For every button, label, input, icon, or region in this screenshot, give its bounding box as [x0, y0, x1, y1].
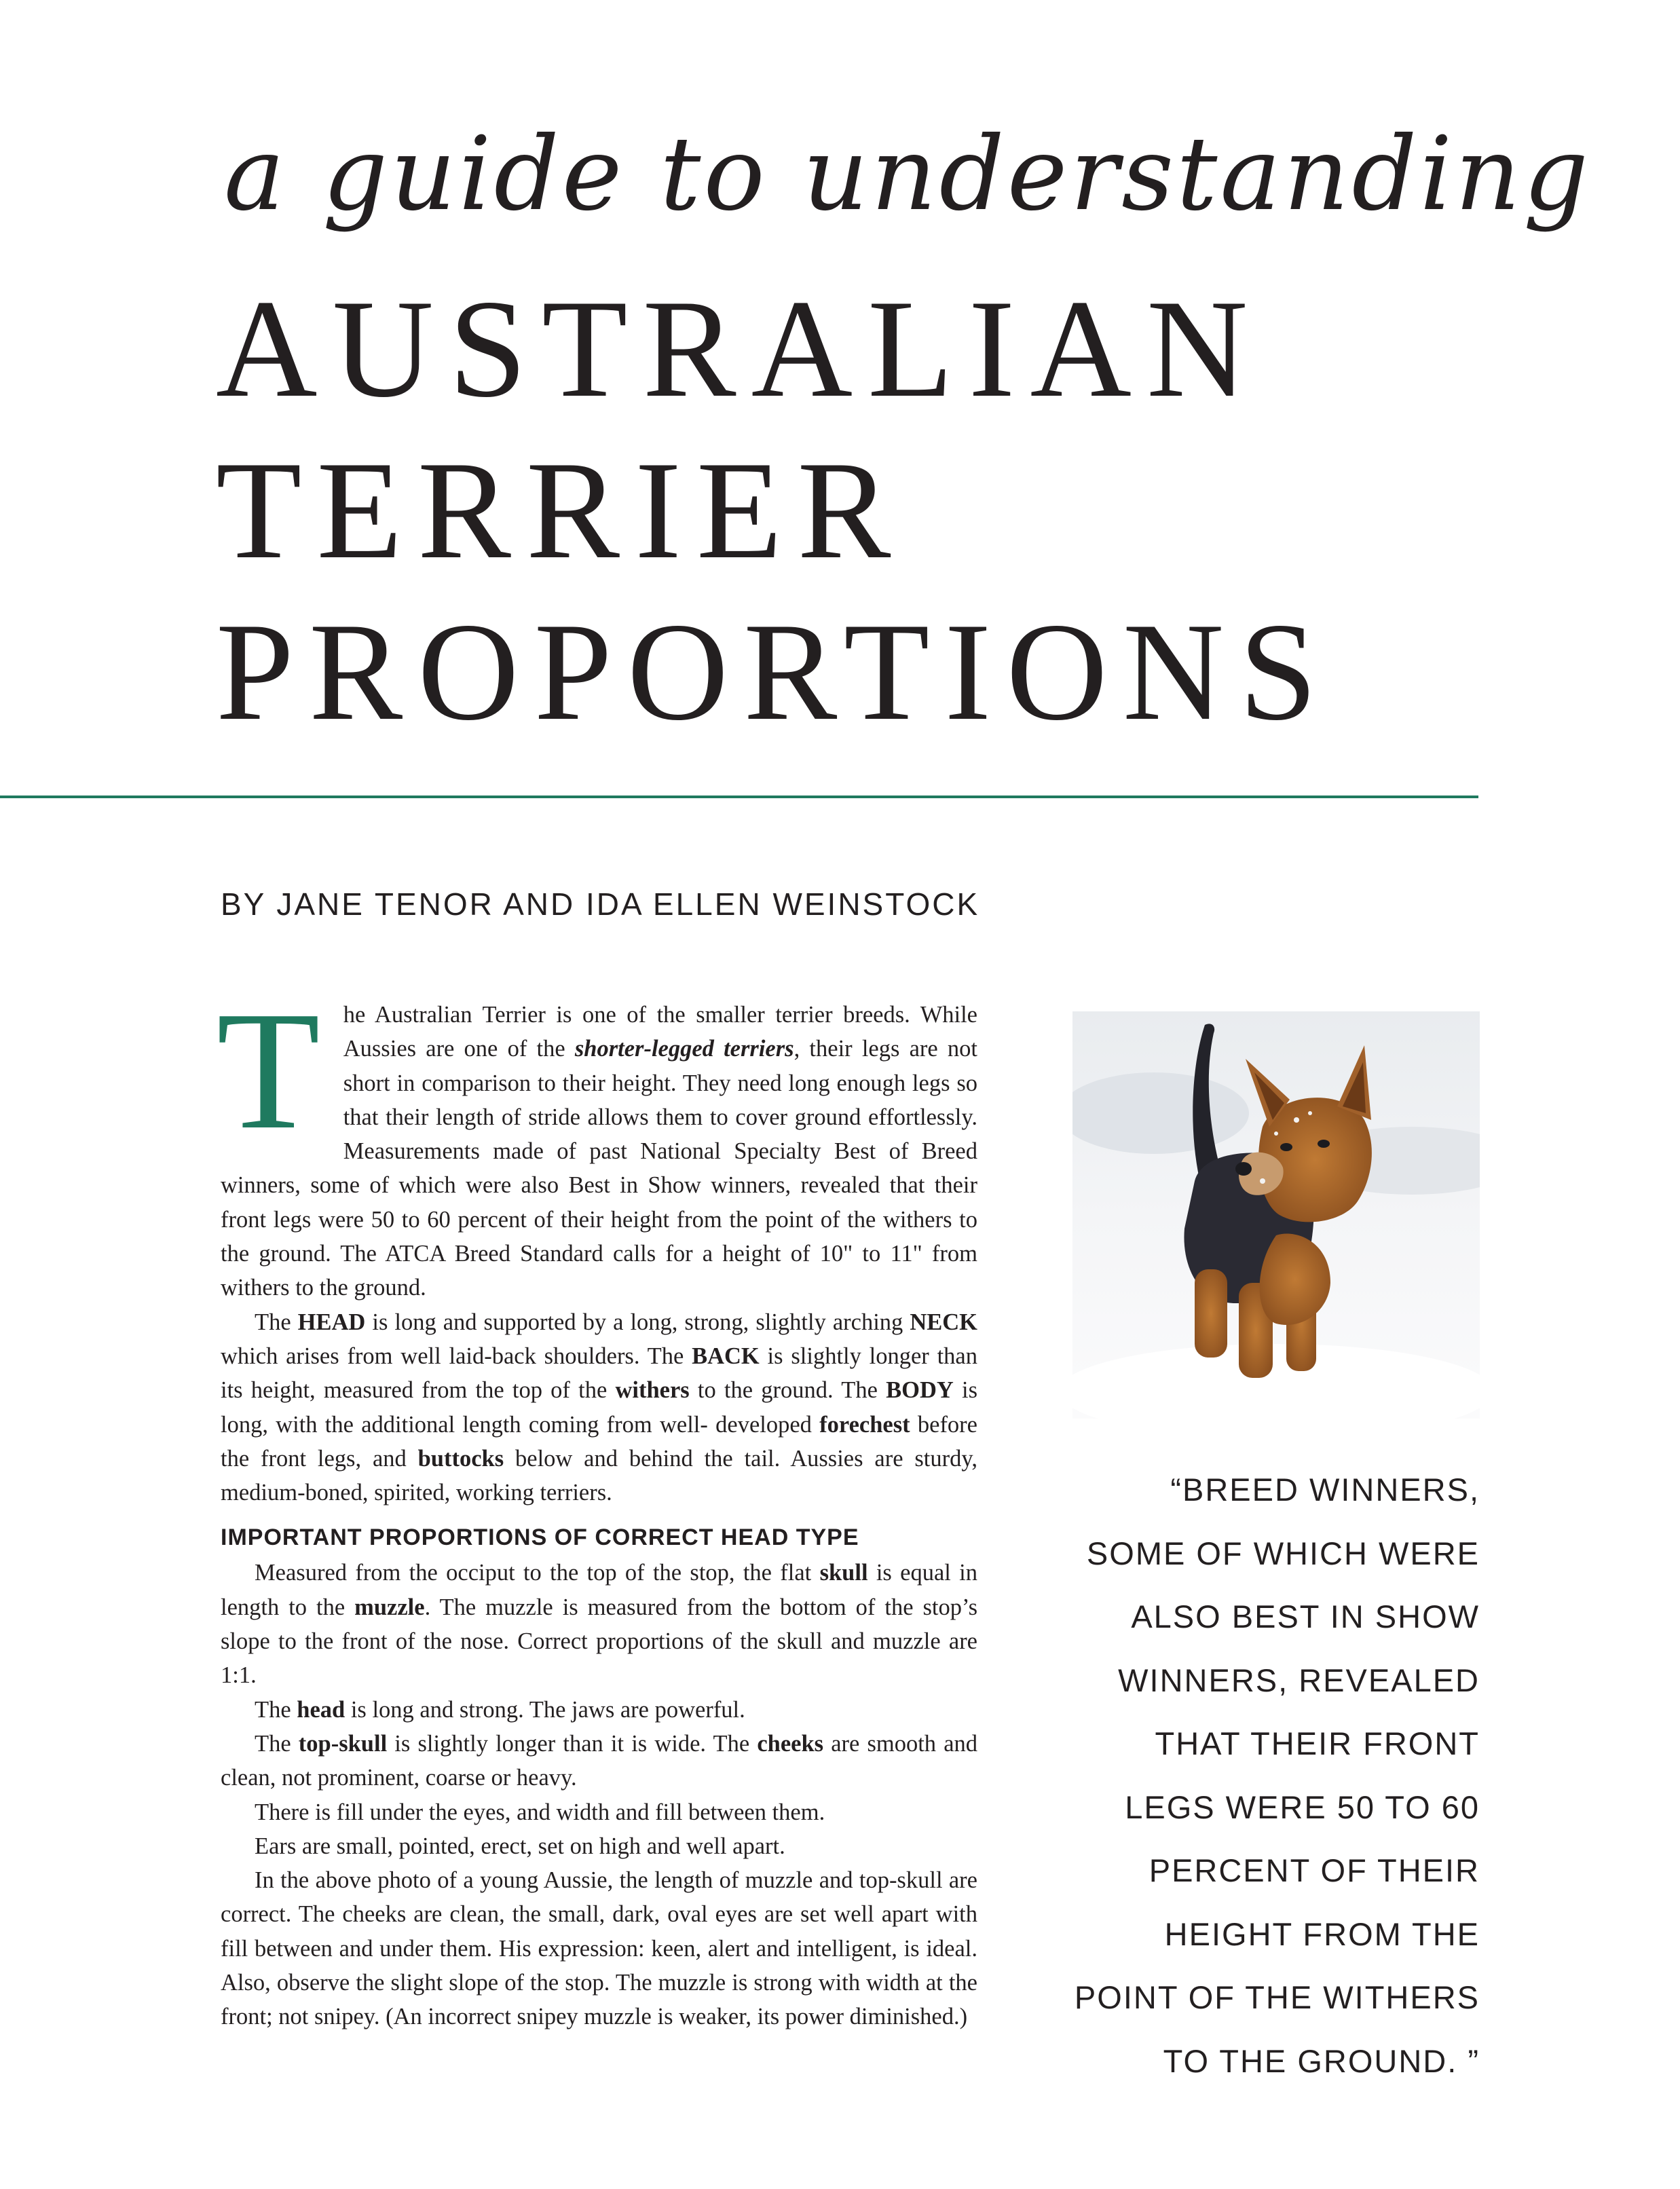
pull-quote-line: HEIGHT FROM THE: [1164, 1915, 1480, 1952]
paragraph: There is fill under the eyes, and width and fill between them.: [255, 1799, 825, 1825]
article-body: [217, 977, 978, 2034]
title-line-3: PROPORTIONS: [216, 594, 1332, 749]
pull-quote-line: “BREED WINNERS,: [1170, 1472, 1480, 1508]
pull-quote: [1059, 1458, 1480, 2093]
script-subtitle: a guide to understanding: [224, 115, 1592, 233]
pull-quote-line: POINT OF THE WITHERS: [1074, 1979, 1480, 2015]
title-line-1: AUSTRALIAN: [216, 271, 1263, 426]
title-divider: [0, 796, 1478, 798]
paragraph: The head is long and strong. The jaws are powerful.: [255, 1696, 745, 1723]
article-title: [216, 268, 1506, 753]
pull-quote-line: SOME OF WHICH WERE: [1086, 1535, 1480, 1571]
pull-quote-line: ALSO BEST IN SHOW: [1131, 1598, 1480, 1634]
pull-quote-line: WINNERS, REVEALED: [1118, 1662, 1480, 1698]
paragraph: In the above photo of a young Aussie, the length of muzzle and top-skull are correct. The cheeks are clean, the small, dark, oval eyes are set well apart with fill between and under them. His expression: keen, alert and intelligent, is ideal. Also, observe the slight slope of the stop. The muzzle is strong with width at the front; not snipey. (An incorrect snipey muzzle is weaker, its power diminished.): [221, 1867, 977, 2030]
terrier-in-snow-image: [1072, 1011, 1480, 1419]
paragraph: The Australian Terrier is one of the smaller terrier breeds. While Aussies are one of the shorter-legged terriers, their legs are not short in comparison to their height. They need long enough legs so that their length of stride allows them to cover ground effortlessly. Measurements made of past National Specialty Best of Breed winners, some of which were also Best in Show winners, revealed that their front legs were 50 to 60 percent of their height from the point of the withers to the ground. The ATCA Breed Standard calls for a height of 10" to 11" from withers to the ground.: [217, 977, 977, 1301]
section-heading: IMPORTANT PROPORTIONS OF CORRECT HEAD TYPE: [221, 1524, 859, 1551]
paragraph: The HEAD is long and supported by a long, strong, slightly arching NECK which arises from well laid-back shoulders. The BACK is slightly longer than its height, measured from the top of the withers to the ground. The BODY is long, with the additional length coming from well- developed forechest before the front legs, and buttocks below and behind the tail. Aussies are sturdy, medium-boned, spirited, working terriers.: [221, 1309, 977, 1506]
paragraph: Measured from the occiput to the top of the stop, the flat skull is equal in length to the muzzle. The muzzle is measured from the bottom of the stop’s slope to the front of the nose. Correct proportions of the skull and muzzle are 1:1.: [221, 1560, 977, 1689]
drop-cap: T: [217, 977, 320, 1165]
byline: BY JANE TENOR AND IDA ELLEN WEINSTOCK: [221, 886, 980, 922]
title-line-2: TERRIER: [216, 432, 906, 588]
pull-quote-line: PERCENT OF THEIR: [1149, 1852, 1480, 1888]
pull-quote-line: LEGS WERE 50 TO 60: [1125, 1789, 1480, 1825]
paragraph: The top-skull is slightly longer than it is wide. The cheeks are smooth and clean, not prominent, coarse or heavy.: [221, 1730, 978, 1791]
pull-quote-line: TO THE GROUND. ”: [1163, 2042, 1480, 2079]
pull-quote-line: THAT THEIR FRONT: [1155, 1725, 1480, 1761]
dog-photo: [1072, 1011, 1480, 1419]
paragraph: Ears are small, pointed, erect, set on high and well apart.: [255, 1833, 785, 1859]
